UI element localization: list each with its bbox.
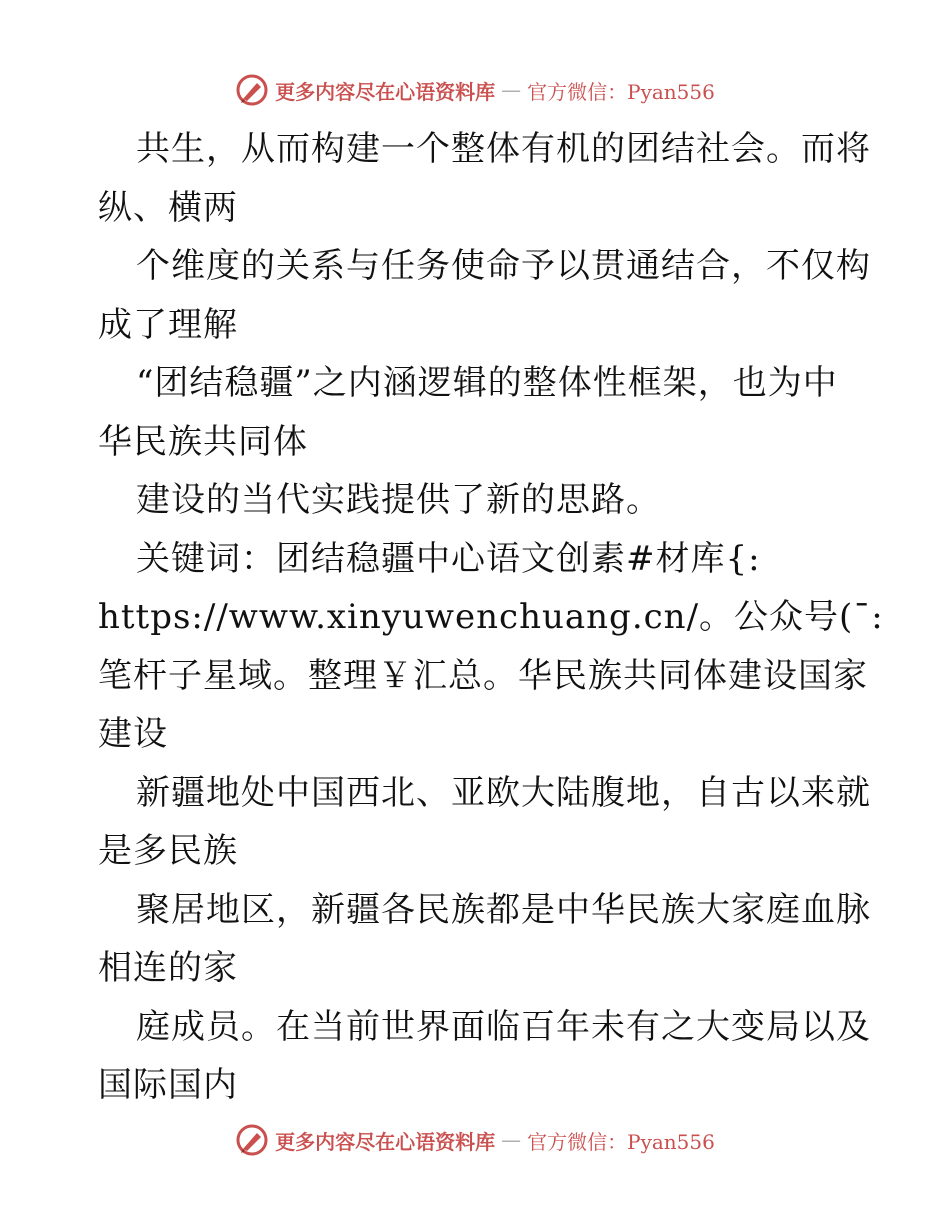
- body-line: 华民族共同体: [98, 421, 308, 462]
- body-line: 笔杆子星域。整理￥汇总。华民族共同体建设国家: [98, 655, 868, 696]
- body-line-url: https://www.xinyuwenchuang.cn/。公众号(¯:: [98, 597, 884, 637]
- body-line: “团结稳疆”之内涵逻辑的整体性框架，也为中: [136, 363, 838, 403]
- header-contact: 官方微信：Pyan556: [527, 79, 715, 104]
- body-line: 建设的当代实践提供了新的思路。: [136, 480, 661, 520]
- body-line: 关键词：团结稳疆中心语文创素#材库{:: [136, 538, 761, 579]
- header-dash: —: [501, 78, 522, 102]
- footer-contact: 官方微信：Pyan556: [527, 1129, 715, 1154]
- pen-logo-icon: [235, 1123, 269, 1157]
- body-line: 新疆地处中国西北、亚欧大陆腹地，自古以来就: [136, 772, 871, 813]
- body-line: 纵、横两: [98, 187, 238, 228]
- body-line: 个维度的关系与任务使命予以贯通结合，不仅构: [136, 246, 871, 286]
- body-line: 是多民族: [98, 831, 238, 871]
- footer-dash: —: [501, 1128, 522, 1152]
- page-header: [0, 70, 950, 110]
- body-line: 相连的家: [98, 948, 238, 988]
- document-body: [98, 120, 884, 1115]
- body-line: 庭成员。在当前世界面临百年未有之大变局以及: [136, 1006, 871, 1047]
- body-line: 建设: [98, 714, 168, 754]
- body-line: 聚居地区，新疆各民族都是中华民族大家庭血脉: [136, 889, 871, 930]
- header-brand-text: 更多内容尽在心语资料库: [275, 79, 496, 104]
- footer-brand-text: 更多内容尽在心语资料库: [275, 1129, 496, 1154]
- page-footer: [0, 1120, 950, 1160]
- body-line: 共生，从而构建一个整体有机的团结社会。而将: [136, 129, 871, 169]
- body-line: 成了理解: [98, 304, 238, 345]
- body-line: 国际国内: [98, 1065, 238, 1105]
- pen-logo-icon: [235, 73, 269, 107]
